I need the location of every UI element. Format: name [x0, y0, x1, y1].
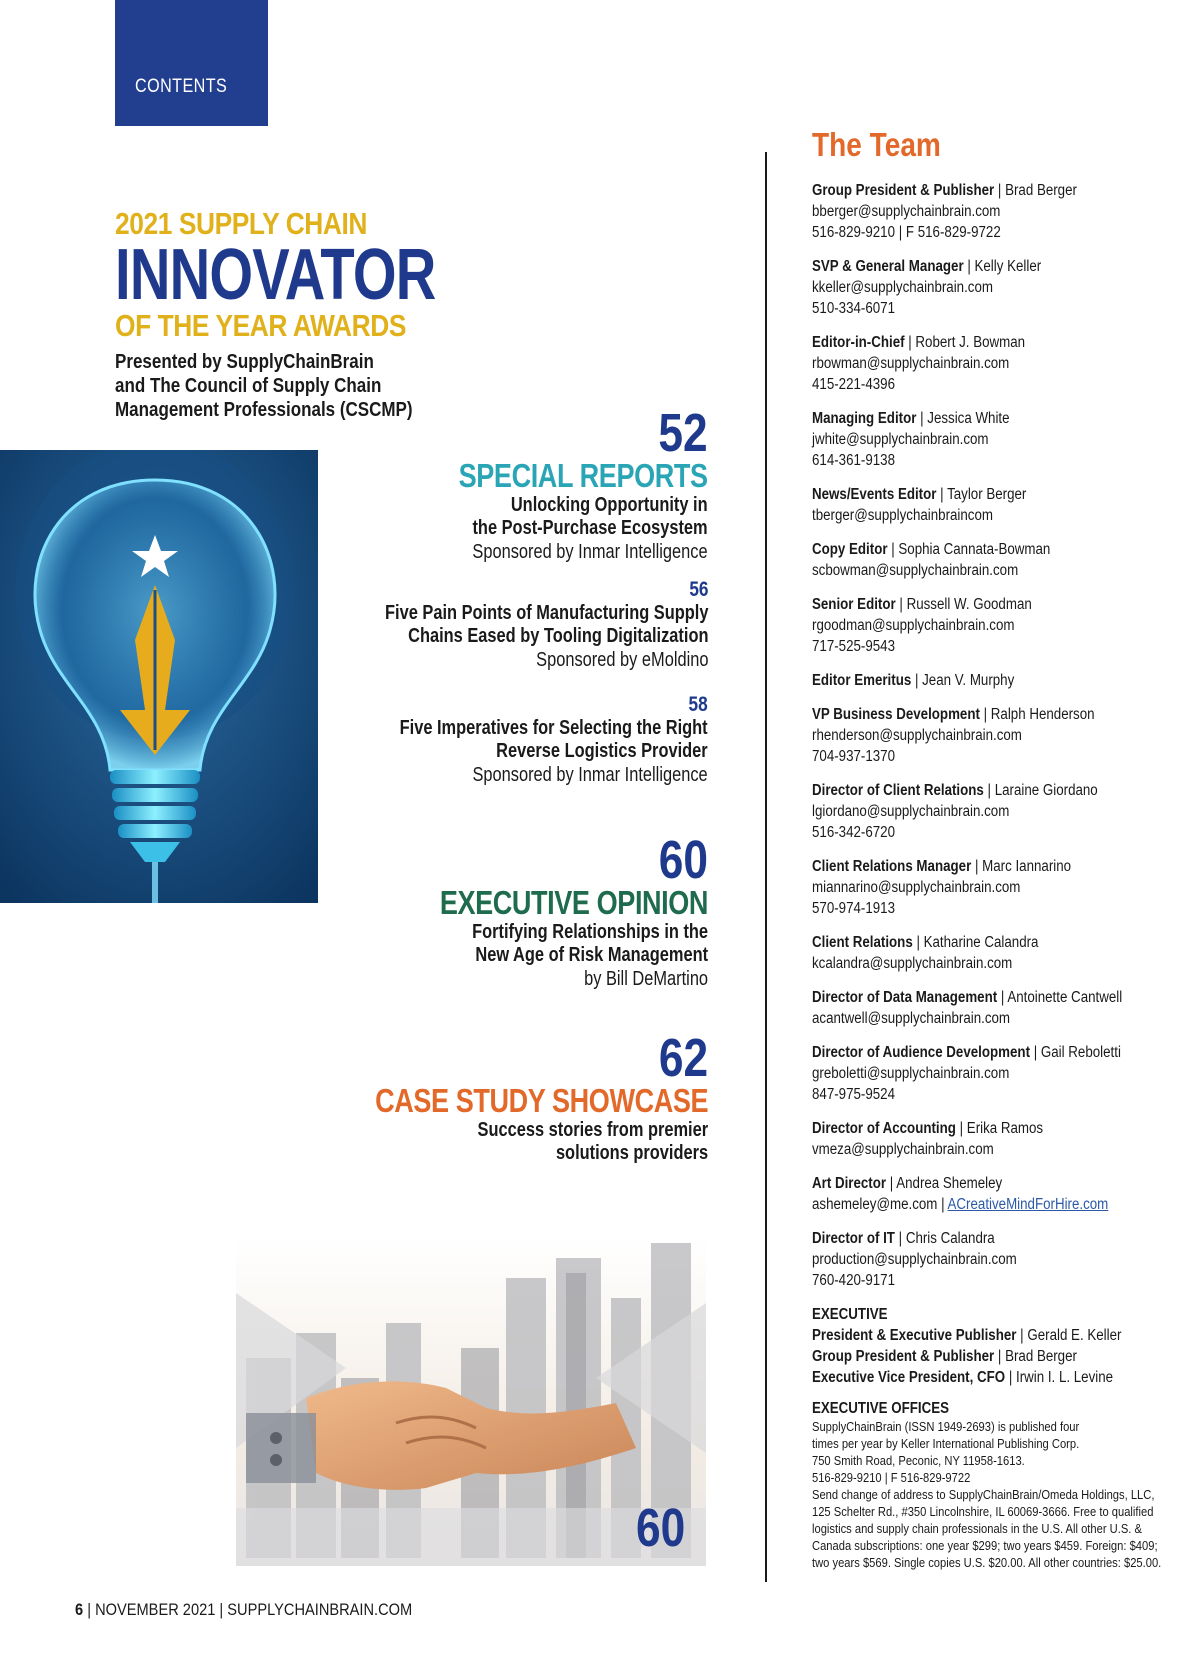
offices-line: 750 Smith Road, Peconic, NY 11958-1613. — [812, 1453, 1025, 1468]
team-member: Group President & Publisher | Brad Berger bberger@supplychainbrain.com 516-829-9210 | F 516-829-9722 — [812, 180, 1190, 243]
page-number[interactable]: 62 — [658, 1028, 708, 1088]
exec-name: Brad Berger — [1005, 1348, 1077, 1365]
team-member: Director of Client Relations | Laraine Giordano lgiordano@supplychainbrain.com 516-342-6720 — [812, 780, 1190, 843]
handshake-page-number[interactable]: 60 — [636, 1498, 686, 1558]
member-role: VP Business Development — [812, 706, 980, 723]
special-reports-section — [404, 403, 708, 564]
presented-line: and The Council of Supply Chain — [115, 375, 382, 397]
member-email: lgiordano@supplychainbrain.com — [812, 803, 1010, 820]
member-name: Gail Reboletti — [1040, 1044, 1121, 1061]
member-phone: 510-334-6071 — [812, 300, 896, 317]
offices-line: Send change of address to SupplyChainBrain/Omeda Holdings, LLC, — [812, 1487, 1155, 1502]
offices-line: 125 Schelter Rd., #350 Lincolnshire, IL 60069-3666. Free to qualified — [812, 1504, 1154, 1519]
member-name: Chris Calandra — [905, 1230, 995, 1247]
column-divider — [765, 152, 767, 1582]
team-member: VP Business Development | Ralph Henderson rhenderson@supplychainbrain.com 704-937-1370 — [812, 704, 1190, 767]
article-title-line[interactable]: the Post-Purchase Ecosystem — [472, 517, 708, 539]
member-name: Taylor Berger — [947, 486, 1027, 503]
member-phone: 704-937-1370 — [812, 748, 896, 765]
footer-page-number: 6 — [75, 1600, 84, 1619]
executive-opinion-section — [381, 830, 708, 991]
member-email: scbowman@supplychainbrain.com — [812, 562, 1019, 579]
member-name: Sophia Cannata-Bowman — [898, 541, 1051, 558]
presented-line: Management Professionals (CSCMP) — [115, 399, 413, 421]
member-name: Erika Ramos — [966, 1120, 1044, 1137]
member-name: Katharine Calandra — [923, 934, 1039, 951]
team-member: Director of Accounting | Erika Ramos vmeza@supplychainbrain.com — [812, 1118, 1190, 1160]
team-member: Director of Data Management | Antoinette Cantwell acantwell@supplychainbrain.com — [812, 987, 1190, 1029]
awards-line-3: OF THE YEAR AWARDS — [115, 308, 407, 343]
article-title-line[interactable]: Reverse Logistics Provider — [496, 740, 708, 762]
team-member: Director of Audience Development | Gail Reboletti greboletti@supplychainbrain.com 847-975-9524 — [812, 1042, 1190, 1105]
member-role: Director of Accounting — [812, 1120, 956, 1137]
footer-issue: NOVEMBER 2021 — [95, 1600, 216, 1619]
member-name: Jean V. Murphy — [922, 672, 1015, 689]
section-heading: CASE STUDY SHOWCASE — [374, 1082, 708, 1119]
member-email: kkeller@supplychainbrain.com — [812, 279, 993, 296]
article-title-line[interactable]: solutions providers — [555, 1142, 708, 1164]
member-role: News/Events Editor — [812, 486, 937, 503]
member-role: Director of Audience Development — [812, 1044, 1031, 1061]
team-member: Client Relations Manager | Marc Iannarino miannarino@supplychainbrain.com 570-974-1913 — [812, 856, 1190, 919]
article-title-line[interactable]: New Age of Risk Management — [475, 944, 708, 966]
case-study-section — [302, 1028, 708, 1165]
offices-line: times per year by Keller International Publishing Corp. — [812, 1436, 1080, 1451]
member-role: Director of Client Relations — [812, 782, 984, 799]
article-sponsor: Sponsored by Inmar Intelligence — [472, 764, 708, 786]
member-name: Robert J. Bowman — [915, 334, 1026, 351]
member-phone: 415-221-4396 — [812, 376, 896, 393]
article-title-line[interactable]: Five Imperatives for Selecting the Right — [399, 717, 708, 739]
offices-line: 516-829-9210 | F 516-829-9722 — [812, 1470, 971, 1485]
member-role: Director of IT — [812, 1230, 895, 1247]
member-name: Ralph Henderson — [990, 706, 1095, 723]
member-email: miannarino@supplychainbrain.com — [812, 879, 1021, 896]
article-byline: by Bill DeMartino — [584, 968, 708, 990]
page-number[interactable]: 60 — [658, 830, 708, 890]
member-email: acantwell@supplychainbrain.com — [812, 1010, 1011, 1027]
article-title-line[interactable]: Unlocking Opportunity in — [511, 494, 708, 516]
footer-site[interactable]: SUPPLYCHAINBRAIN.COM — [227, 1600, 413, 1619]
member-email: ashemeley@me.com | — [812, 1196, 948, 1213]
member-phone: 570-974-1913 — [812, 900, 896, 917]
member-phone: 760-420-9171 — [812, 1272, 896, 1289]
member-name: Marc Iannarino — [982, 858, 1072, 875]
awards-line-2: INNOVATOR — [115, 235, 436, 315]
awards-title-block — [115, 206, 535, 422]
exec-role: Executive Vice President, CFO — [812, 1369, 1006, 1386]
member-role: Art Director — [812, 1175, 887, 1192]
member-phone: 516-829-9210 | F 516-829-9722 — [812, 224, 1001, 241]
member-role: Editor Emeritus — [812, 672, 912, 689]
member-phone: 516-342-6720 — [812, 824, 896, 841]
page-number[interactable]: 52 — [658, 403, 708, 463]
page-number[interactable]: 58 — [688, 693, 708, 716]
member-name: Kelly Keller — [974, 258, 1042, 275]
team-member: News/Events Editor | Taylor Berger tberger@supplychainbraincom — [812, 484, 1190, 526]
article-sponsor: Sponsored by eMoldino — [535, 649, 708, 671]
member-role: Managing Editor — [812, 410, 917, 427]
exec-name: Irwin I. L. Levine — [1015, 1369, 1114, 1386]
offices-line: two years $569. Single copies U.S. $20.00. All other countries: $25.00. — [812, 1555, 1162, 1570]
team-member: SVP & General Manager | Kelly Keller kkeller@supplychainbrain.com 510-334-6071 — [812, 256, 1190, 319]
member-name: Russell W. Goodman — [906, 596, 1032, 613]
offices-line: logistics and supply chain professionals in the U.S. All other U.S. & — [812, 1521, 1142, 1536]
member-email: bberger@supplychainbrain.com — [812, 203, 1001, 220]
member-email: rgoodman@supplychainbrain.com — [812, 617, 1015, 634]
team-member: Editor-in-Chief | Robert J. Bowman rbowman@supplychainbrain.com 415-221-4396 — [812, 332, 1190, 395]
presented-line: Presented by SupplyChainBrain — [115, 351, 374, 373]
member-phone: 847-975-9524 — [812, 1086, 896, 1103]
member-email: greboletti@supplychainbrain.com — [812, 1065, 1010, 1082]
article-entry — [332, 693, 708, 787]
member-phone: 614-361-9138 — [812, 452, 896, 469]
member-email: rhenderson@supplychainbrain.com — [812, 727, 1022, 744]
member-email: tberger@supplychainbraincom — [812, 507, 994, 524]
offices-heading: EXECUTIVE OFFICES — [812, 1400, 950, 1417]
contents-label: CONTENTS — [135, 76, 228, 97]
executive-block: EXECUTIVE President & Executive Publisher | Gerald E. Keller Group President & Publisher | Brad Berger Executive Vice President, CFO | Irwin I. L. Levine — [812, 1304, 1190, 1388]
member-role: Director of Data Management — [812, 989, 998, 1006]
team-member: Director of IT | Chris Calandra production@supplychainbrain.com 760-420-9171 — [812, 1228, 1190, 1291]
team-member: Senior Editor | Russell W. Goodman rgoodman@supplychainbrain.com 717-525-9543 — [812, 594, 1190, 657]
member-name: Jessica White — [927, 410, 1010, 427]
team-member: Copy Editor | Sophia Cannata-Bowman scbowman@supplychainbrain.com — [812, 539, 1190, 581]
lightbulb-trophy-image — [0, 450, 318, 903]
member-role: Copy Editor — [812, 541, 888, 558]
member-email: vmeza@supplychainbrain.com — [812, 1141, 994, 1158]
awards-line-1: 2021 SUPPLY CHAIN — [115, 206, 368, 241]
member-email: rbowman@supplychainbrain.com — [812, 355, 1010, 372]
exec-role: President & Executive Publisher — [812, 1327, 1017, 1344]
page-number[interactable]: 56 — [688, 578, 708, 601]
member-role: Senior Editor — [812, 596, 896, 613]
member-email: jwhite@supplychainbrain.com — [812, 431, 989, 448]
member-role: SVP & General Manager — [812, 258, 964, 275]
team-member: Editor Emeritus | Jean V. Murphy — [812, 672, 1015, 689]
executive-heading: EXECUTIVE — [812, 1306, 888, 1323]
member-email: kcalandra@supplychainbrain.com — [812, 955, 1013, 972]
article-title-line[interactable]: Fortifying Relationships in the — [472, 921, 708, 943]
member-role: Group President & Publisher — [812, 182, 995, 199]
website-link[interactable]: ACreativeMindForHire.com — [947, 1196, 1109, 1213]
article-entry — [314, 578, 708, 672]
article-title-line[interactable]: Success stories from premier — [477, 1119, 708, 1141]
member-name: Laraine Giordano — [994, 782, 1098, 799]
member-role: Client Relations Manager — [812, 858, 972, 875]
team-member: Art Director | Andrea Shemeley ashemeley@me.com | ACreativeMindForHire.com — [812, 1175, 1109, 1213]
article-sponsor: Sponsored by Inmar Intelligence — [472, 541, 708, 563]
executive-offices-block — [812, 1399, 1182, 1571]
article-title-line[interactable]: Five Pain Points of Manufacturing Supply — [384, 602, 708, 624]
member-name: Andrea Shemeley — [896, 1175, 1003, 1192]
team-member: Client Relations | Katharine Calandra kcalandra@supplychainbrain.com — [812, 932, 1190, 974]
offices-line: SupplyChainBrain (ISSN 1949-2693) is published four — [812, 1419, 1080, 1434]
member-email: production@supplychainbrain.com — [812, 1251, 1017, 1268]
section-heading: EXECUTIVE OPINION — [439, 884, 708, 921]
contents-tab — [115, 0, 268, 126]
member-phone: 717-525-9543 — [812, 638, 896, 655]
member-name: Brad Berger — [1005, 182, 1077, 199]
exec-role: Group President & Publisher — [812, 1348, 995, 1365]
exec-name: Gerald E. Keller — [1027, 1327, 1122, 1344]
section-heading: SPECIAL REPORTS — [459, 457, 708, 494]
article-title-line[interactable]: Chains Eased by Tooling Digitalization — [407, 625, 708, 647]
member-role: Client Relations — [812, 934, 913, 951]
member-role: Editor-in-Chief — [812, 334, 905, 351]
offices-line: Canada subscriptions: one year $299; two years $459. Foreign: $409; — [812, 1538, 1158, 1553]
team-member: Managing Editor | Jessica White jwhite@supplychainbrain.com 614-361-9138 — [812, 408, 1190, 471]
page-footer: 6 | NOVEMBER 2021 | SUPPLYCHAINBRAIN.COM — [75, 1600, 413, 1619]
team-column — [812, 126, 1192, 1571]
member-name: Antoinette Cantwell — [1007, 989, 1123, 1006]
team-title: The Team — [812, 126, 941, 163]
